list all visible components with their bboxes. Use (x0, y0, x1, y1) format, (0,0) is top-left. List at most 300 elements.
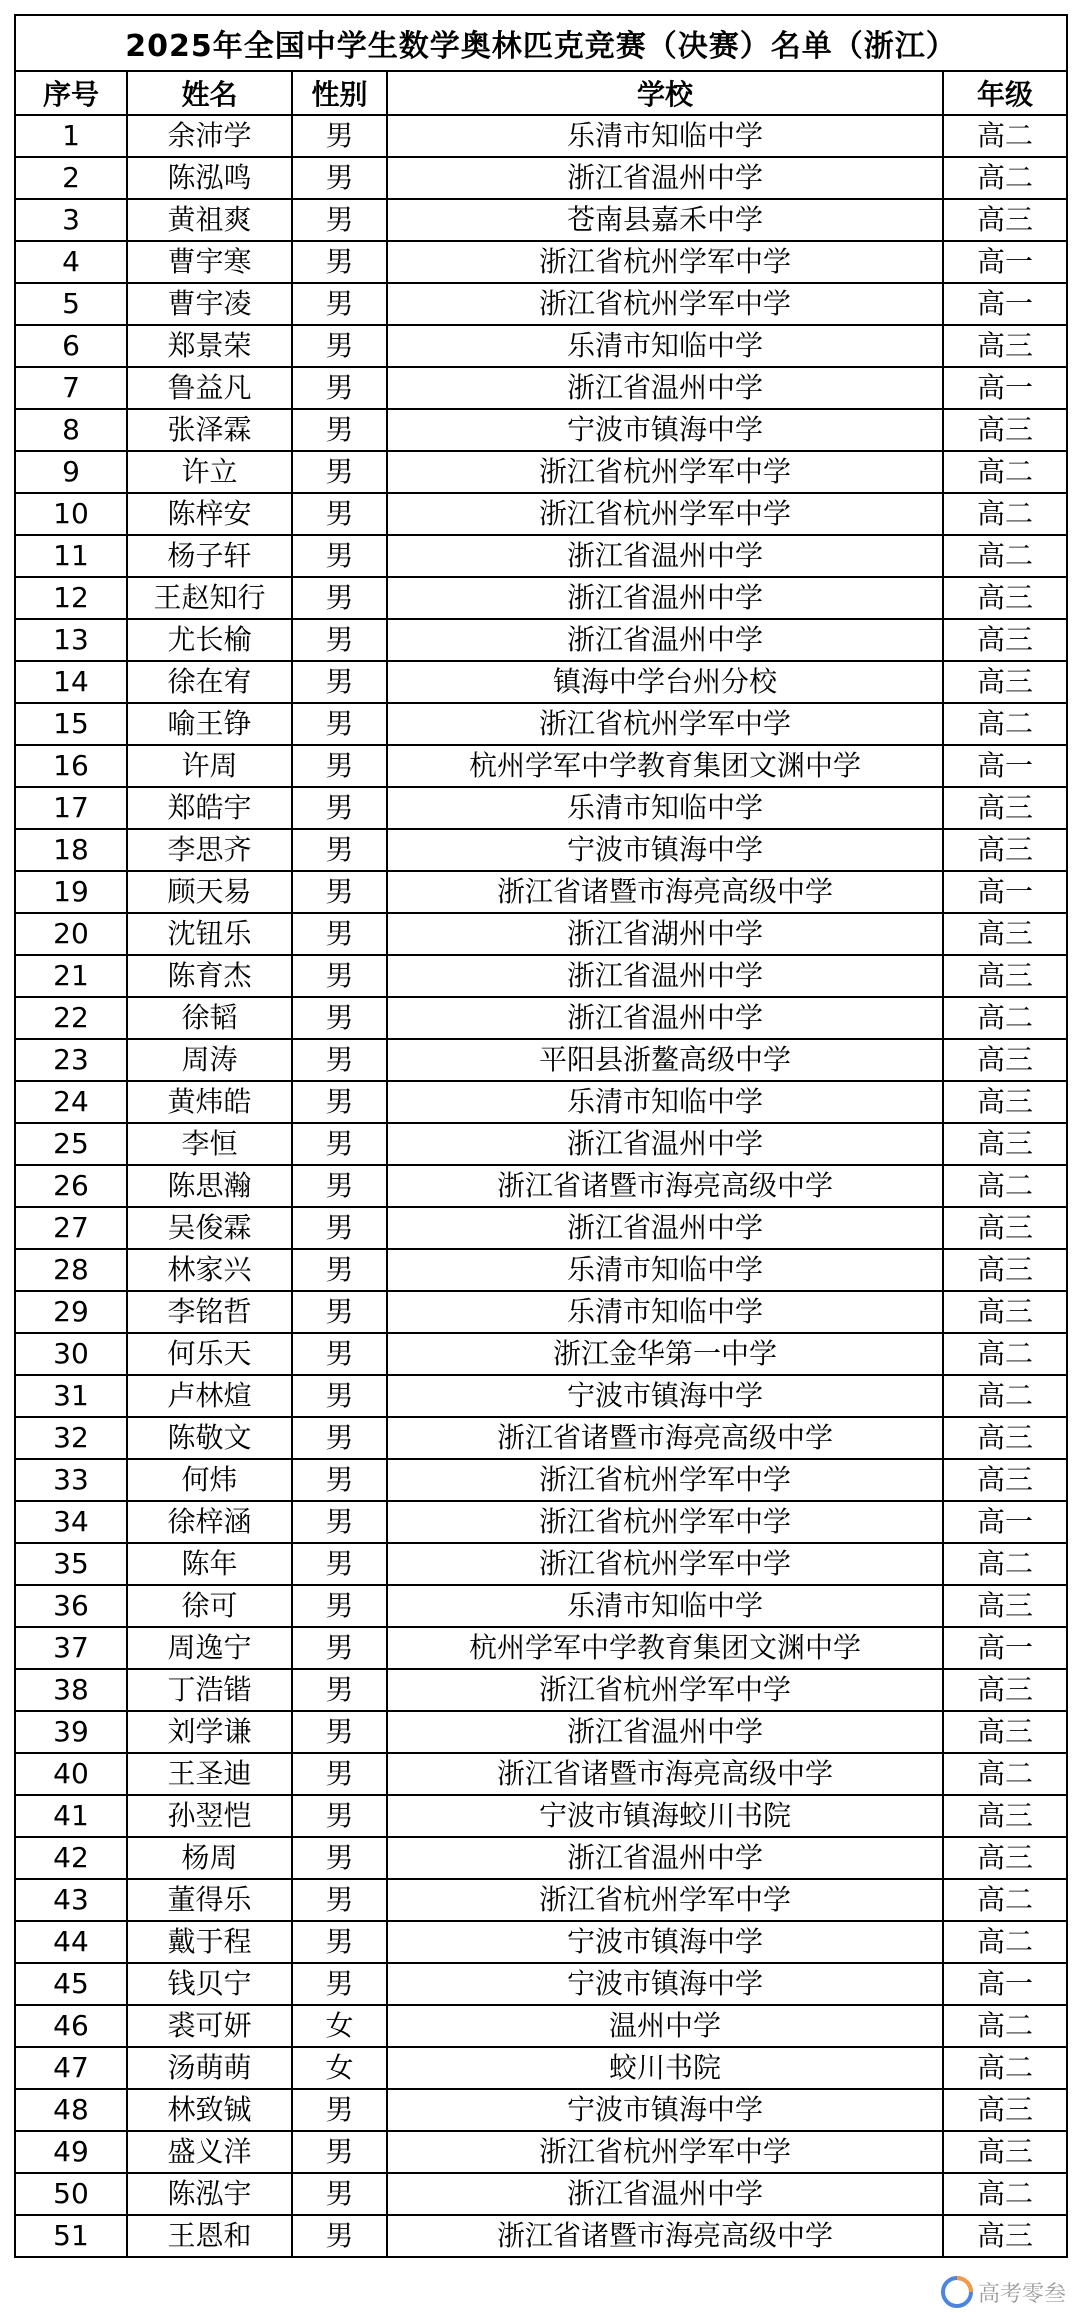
cell-grade: 高三 (943, 1123, 1067, 1165)
cell-grade: 高二 (943, 997, 1067, 1039)
cell-index: 7 (15, 367, 127, 409)
cell-gender: 男 (292, 199, 387, 241)
column-header-grade: 年级 (943, 71, 1067, 115)
cell-index: 3 (15, 199, 127, 241)
table-row (15, 157, 1067, 199)
table-row (15, 1669, 1067, 1711)
cell-name: 李铭哲 (127, 1291, 292, 1333)
cell-index: 47 (15, 2047, 127, 2089)
cell-index: 4 (15, 241, 127, 283)
cell-gender: 男 (292, 2131, 387, 2173)
cell-school: 浙江省杭州学军中学 (387, 1459, 943, 1501)
cell-gender: 男 (292, 703, 387, 745)
cell-name: 陈育杰 (127, 955, 292, 997)
cell-name: 杨子轩 (127, 535, 292, 577)
cell-grade: 高三 (943, 409, 1067, 451)
cell-name: 王圣迪 (127, 1753, 292, 1795)
table-row (15, 1501, 1067, 1543)
cell-school: 宁波市镇海中学 (387, 2089, 943, 2131)
table-row (15, 2089, 1067, 2131)
cell-index: 8 (15, 409, 127, 451)
cell-school: 浙江省杭州学军中学 (387, 1879, 943, 1921)
cell-gender: 男 (292, 955, 387, 997)
cell-grade: 高三 (943, 1417, 1067, 1459)
cell-grade: 高二 (943, 2173, 1067, 2215)
cell-name: 杨周 (127, 1837, 292, 1879)
table-row (15, 745, 1067, 787)
table-title: 2025年全国中学生数学奥林匹克竞赛（决赛）名单（浙江） (15, 15, 1067, 71)
table-row (15, 703, 1067, 745)
table-row (15, 913, 1067, 955)
cell-school: 浙江省杭州学军中学 (387, 283, 943, 325)
cell-index: 6 (15, 325, 127, 367)
cell-school: 浙江省诸暨市海亮高级中学 (387, 1417, 943, 1459)
cell-index: 30 (15, 1333, 127, 1375)
cell-index: 31 (15, 1375, 127, 1417)
cell-index: 14 (15, 661, 127, 703)
cell-index: 35 (15, 1543, 127, 1585)
roster-sheet (14, 14, 1066, 2258)
roster-table (14, 14, 1068, 2258)
cell-grade: 高三 (943, 913, 1067, 955)
cell-gender: 男 (292, 157, 387, 199)
cell-gender: 男 (292, 1879, 387, 1921)
cell-index: 5 (15, 283, 127, 325)
cell-index: 27 (15, 1207, 127, 1249)
table-row (15, 409, 1067, 451)
cell-index: 36 (15, 1585, 127, 1627)
cell-grade: 高三 (943, 1249, 1067, 1291)
cell-index: 45 (15, 1963, 127, 2005)
cell-school: 浙江省温州中学 (387, 157, 943, 199)
table-row (15, 997, 1067, 1039)
cell-index: 38 (15, 1669, 127, 1711)
cell-gender: 男 (292, 1207, 387, 1249)
cell-name: 黄祖爽 (127, 199, 292, 241)
cell-name: 郑皓宇 (127, 787, 292, 829)
table-row (15, 1753, 1067, 1795)
cell-name: 尤长榆 (127, 619, 292, 661)
cell-gender: 男 (292, 1795, 387, 1837)
cell-name: 徐在宥 (127, 661, 292, 703)
cell-grade: 高三 (943, 1459, 1067, 1501)
cell-school: 浙江省温州中学 (387, 367, 943, 409)
cell-grade: 高一 (943, 745, 1067, 787)
cell-name: 李思齐 (127, 829, 292, 871)
table-row (15, 1417, 1067, 1459)
cell-grade: 高二 (943, 703, 1067, 745)
cell-grade: 高三 (943, 2215, 1067, 2257)
cell-gender: 男 (292, 1627, 387, 1669)
cell-gender: 男 (292, 1291, 387, 1333)
cell-gender: 男 (292, 1417, 387, 1459)
table-row (15, 1795, 1067, 1837)
cell-index: 32 (15, 1417, 127, 1459)
cell-grade: 高一 (943, 283, 1067, 325)
cell-school: 杭州学军中学教育集团文渊中学 (387, 1627, 943, 1669)
table-row (15, 283, 1067, 325)
table-row (15, 2215, 1067, 2257)
cell-grade: 高二 (943, 115, 1067, 157)
table-row (15, 787, 1067, 829)
cell-grade: 高二 (943, 1921, 1067, 1963)
cell-name: 周逸宁 (127, 1627, 292, 1669)
cell-name: 裘可妍 (127, 2005, 292, 2047)
table-row (15, 955, 1067, 997)
cell-gender: 男 (292, 1375, 387, 1417)
cell-name: 许周 (127, 745, 292, 787)
cell-index: 11 (15, 535, 127, 577)
cell-gender: 男 (292, 115, 387, 157)
cell-name: 王恩和 (127, 2215, 292, 2257)
cell-name: 戴于程 (127, 1921, 292, 1963)
cell-school: 浙江省诸暨市海亮高级中学 (387, 1165, 943, 1207)
cell-grade: 高二 (943, 1165, 1067, 1207)
cell-index: 19 (15, 871, 127, 913)
cell-index: 26 (15, 1165, 127, 1207)
table-row (15, 2047, 1067, 2089)
cell-gender: 男 (292, 829, 387, 871)
cell-school: 乐清市知临中学 (387, 1081, 943, 1123)
cell-school: 镇海中学台州分校 (387, 661, 943, 703)
cell-name: 林致铖 (127, 2089, 292, 2131)
table-row (15, 829, 1067, 871)
cell-index: 12 (15, 577, 127, 619)
cell-index: 13 (15, 619, 127, 661)
cell-gender: 男 (292, 619, 387, 661)
cell-gender: 男 (292, 1837, 387, 1879)
table-row (15, 2005, 1067, 2047)
table-row (15, 1459, 1067, 1501)
cell-school: 浙江省温州中学 (387, 535, 943, 577)
cell-index: 49 (15, 2131, 127, 2173)
cell-grade: 高一 (943, 871, 1067, 913)
table-row (15, 115, 1067, 157)
cell-school: 乐清市知临中学 (387, 787, 943, 829)
cell-index: 22 (15, 997, 127, 1039)
cell-grade: 高一 (943, 367, 1067, 409)
cell-gender: 男 (292, 241, 387, 283)
cell-school: 宁波市镇海中学 (387, 1375, 943, 1417)
cell-index: 39 (15, 1711, 127, 1753)
cell-index: 51 (15, 2215, 127, 2257)
cell-index: 34 (15, 1501, 127, 1543)
cell-name: 顾天易 (127, 871, 292, 913)
cell-school: 浙江省温州中学 (387, 1837, 943, 1879)
cell-grade: 高三 (943, 787, 1067, 829)
cell-name: 钱贝宁 (127, 1963, 292, 2005)
cell-school: 乐清市知临中学 (387, 325, 943, 367)
cell-gender: 男 (292, 1543, 387, 1585)
cell-grade: 高二 (943, 535, 1067, 577)
cell-index: 50 (15, 2173, 127, 2215)
cell-name: 徐梓涵 (127, 1501, 292, 1543)
cell-gender: 男 (292, 535, 387, 577)
cell-gender: 男 (292, 409, 387, 451)
cell-index: 42 (15, 1837, 127, 1879)
cell-index: 1 (15, 115, 127, 157)
cell-index: 41 (15, 1795, 127, 1837)
cell-school: 宁波市镇海中学 (387, 409, 943, 451)
cell-gender: 女 (292, 2005, 387, 2047)
table-row (15, 325, 1067, 367)
cell-name: 余沛学 (127, 115, 292, 157)
table-row (15, 1249, 1067, 1291)
cell-school: 宁波市镇海中学 (387, 829, 943, 871)
cell-grade: 高三 (943, 1039, 1067, 1081)
cell-name: 盛义洋 (127, 2131, 292, 2173)
table-row (15, 1711, 1067, 1753)
table-row (15, 1921, 1067, 1963)
cell-grade: 高二 (943, 451, 1067, 493)
cell-index: 48 (15, 2089, 127, 2131)
cell-grade: 高一 (943, 1501, 1067, 1543)
cell-school: 浙江省温州中学 (387, 1711, 943, 1753)
cell-index: 25 (15, 1123, 127, 1165)
cell-grade: 高三 (943, 661, 1067, 703)
cell-school: 浙江省温州中学 (387, 997, 943, 1039)
cell-grade: 高三 (943, 325, 1067, 367)
cell-grade: 高三 (943, 1837, 1067, 1879)
table-row (15, 871, 1067, 913)
cell-name: 陈梓安 (127, 493, 292, 535)
table-row (15, 1375, 1067, 1417)
cell-grade: 高二 (943, 1375, 1067, 1417)
cell-gender: 男 (292, 2089, 387, 2131)
cell-gender: 男 (292, 787, 387, 829)
cell-name: 陈泓鸣 (127, 157, 292, 199)
cell-index: 17 (15, 787, 127, 829)
cell-name: 孙翌恺 (127, 1795, 292, 1837)
cell-name: 何乐天 (127, 1333, 292, 1375)
cell-index: 21 (15, 955, 127, 997)
cell-school: 浙江金华第一中学 (387, 1333, 943, 1375)
table-row (15, 1879, 1067, 1921)
cell-index: 24 (15, 1081, 127, 1123)
cell-name: 周涛 (127, 1039, 292, 1081)
cell-school: 温州中学 (387, 2005, 943, 2047)
cell-school: 杭州学军中学教育集团文渊中学 (387, 745, 943, 787)
cell-grade: 高一 (943, 1963, 1067, 2005)
cell-grade: 高二 (943, 2005, 1067, 2047)
cell-gender: 男 (292, 1585, 387, 1627)
cell-grade: 高二 (943, 493, 1067, 535)
cell-grade: 高三 (943, 2131, 1067, 2173)
cell-gender: 男 (292, 1333, 387, 1375)
cell-grade: 高三 (943, 619, 1067, 661)
roster-body (15, 115, 1067, 2257)
table-row (15, 1039, 1067, 1081)
cell-grade: 高三 (943, 955, 1067, 997)
cell-school: 浙江省诸暨市海亮高级中学 (387, 1753, 943, 1795)
cell-gender: 男 (292, 1249, 387, 1291)
cell-index: 23 (15, 1039, 127, 1081)
title-row (15, 15, 1067, 71)
watermark (940, 2272, 1066, 2312)
cell-school: 浙江省杭州学军中学 (387, 2131, 943, 2173)
cell-school: 苍南县嘉禾中学 (387, 199, 943, 241)
cell-gender: 男 (292, 745, 387, 787)
cell-grade: 高二 (943, 1333, 1067, 1375)
table-row (15, 1291, 1067, 1333)
cell-name: 汤萌萌 (127, 2047, 292, 2089)
cell-gender: 男 (292, 1753, 387, 1795)
cell-school: 浙江省杭州学军中学 (387, 1501, 943, 1543)
cell-name: 曹宇寒 (127, 241, 292, 283)
cell-name: 鲁益凡 (127, 367, 292, 409)
cell-index: 43 (15, 1879, 127, 1921)
cell-name: 陈泓宇 (127, 2173, 292, 2215)
cell-gender: 男 (292, 367, 387, 409)
cell-name: 郑景荣 (127, 325, 292, 367)
cell-school: 浙江省温州中学 (387, 619, 943, 661)
cell-grade: 高二 (943, 1753, 1067, 1795)
cell-school: 浙江省杭州学军中学 (387, 1543, 943, 1585)
table-row (15, 535, 1067, 577)
cell-grade: 高三 (943, 1585, 1067, 1627)
cell-grade: 高三 (943, 1669, 1067, 1711)
cell-name: 吴俊霖 (127, 1207, 292, 1249)
cell-gender: 男 (292, 1165, 387, 1207)
watermark-text: 高考零叁 (977, 2281, 1066, 2307)
cell-school: 乐清市知临中学 (387, 1585, 943, 1627)
cell-gender: 男 (292, 2215, 387, 2257)
cell-grade: 高三 (943, 199, 1067, 241)
table-row (15, 1585, 1067, 1627)
cell-grade: 高二 (943, 1543, 1067, 1585)
column-header-gender: 性别 (292, 71, 387, 115)
cell-school: 浙江省杭州学军中学 (387, 703, 943, 745)
cell-grade: 高二 (943, 157, 1067, 199)
cell-index: 15 (15, 703, 127, 745)
cell-name: 沈钮乐 (127, 913, 292, 955)
cell-grade: 高三 (943, 1291, 1067, 1333)
cell-school: 宁波市镇海蛟川书院 (387, 1795, 943, 1837)
cell-gender: 男 (292, 1459, 387, 1501)
cell-name: 徐可 (127, 1585, 292, 1627)
cell-school: 乐清市知临中学 (387, 1249, 943, 1291)
cell-school: 宁波市镇海中学 (387, 1921, 943, 1963)
cell-gender: 男 (292, 1963, 387, 2005)
cell-name: 陈思瀚 (127, 1165, 292, 1207)
cell-name: 董得乐 (127, 1879, 292, 1921)
cell-name: 张泽霖 (127, 409, 292, 451)
cell-grade: 高三 (943, 1081, 1067, 1123)
cell-name: 陈敬文 (127, 1417, 292, 1459)
table-row (15, 2173, 1067, 2215)
cell-grade: 高二 (943, 2047, 1067, 2089)
cell-school: 蛟川书院 (387, 2047, 943, 2089)
table-row (15, 2131, 1067, 2173)
cell-gender: 男 (292, 2173, 387, 2215)
cell-name: 卢林煊 (127, 1375, 292, 1417)
table-row (15, 1963, 1067, 2005)
cell-school: 浙江省温州中学 (387, 1123, 943, 1165)
cell-school: 乐清市知临中学 (387, 1291, 943, 1333)
cell-index: 46 (15, 2005, 127, 2047)
cell-grade: 高三 (943, 1711, 1067, 1753)
table-row (15, 1165, 1067, 1207)
cell-school: 浙江省诸暨市海亮高级中学 (387, 871, 943, 913)
cell-grade: 高三 (943, 577, 1067, 619)
cell-name: 李恒 (127, 1123, 292, 1165)
cell-grade: 高三 (943, 1207, 1067, 1249)
cell-name: 林家兴 (127, 1249, 292, 1291)
cell-grade: 高三 (943, 2089, 1067, 2131)
cell-school: 浙江省杭州学军中学 (387, 493, 943, 535)
table-row (15, 367, 1067, 409)
cell-index: 44 (15, 1921, 127, 1963)
column-header-name: 姓名 (127, 71, 292, 115)
cell-school: 乐清市知临中学 (387, 115, 943, 157)
cell-name: 喻王铮 (127, 703, 292, 745)
cell-index: 40 (15, 1753, 127, 1795)
cell-gender: 男 (292, 1501, 387, 1543)
cell-gender: 男 (292, 1711, 387, 1753)
table-row (15, 493, 1067, 535)
table-row (15, 451, 1067, 493)
table-row (15, 1837, 1067, 1879)
cell-school: 浙江省温州中学 (387, 1207, 943, 1249)
cell-school: 浙江省杭州学军中学 (387, 451, 943, 493)
cell-index: 37 (15, 1627, 127, 1669)
cell-school: 浙江省杭州学军中学 (387, 241, 943, 283)
cell-index: 16 (15, 745, 127, 787)
cell-name: 丁浩锴 (127, 1669, 292, 1711)
cell-gender: 男 (292, 493, 387, 535)
cell-name: 刘学谦 (127, 1711, 292, 1753)
table-row (15, 1333, 1067, 1375)
cell-grade: 高二 (943, 1879, 1067, 1921)
cell-name: 何炜 (127, 1459, 292, 1501)
cell-gender: 男 (292, 577, 387, 619)
cell-name: 许立 (127, 451, 292, 493)
cell-name: 王赵知行 (127, 577, 292, 619)
cell-index: 2 (15, 157, 127, 199)
header-row (15, 71, 1067, 115)
cell-index: 28 (15, 1249, 127, 1291)
table-row (15, 199, 1067, 241)
cell-grade: 高三 (943, 829, 1067, 871)
cell-grade: 高三 (943, 1795, 1067, 1837)
cell-gender: 男 (292, 1123, 387, 1165)
cell-gender: 男 (292, 913, 387, 955)
cell-name: 徐韬 (127, 997, 292, 1039)
cell-school: 浙江省温州中学 (387, 577, 943, 619)
cell-gender: 男 (292, 1081, 387, 1123)
cell-gender: 女 (292, 2047, 387, 2089)
cell-gender: 男 (292, 871, 387, 913)
table-row (15, 1081, 1067, 1123)
cell-gender: 男 (292, 997, 387, 1039)
cell-gender: 男 (292, 1669, 387, 1711)
cell-school: 浙江省诸暨市海亮高级中学 (387, 2215, 943, 2257)
table-row (15, 1123, 1067, 1165)
cell-index: 20 (15, 913, 127, 955)
cell-school: 平阳县浙鳌高级中学 (387, 1039, 943, 1081)
cell-school: 浙江省温州中学 (387, 955, 943, 997)
table-row (15, 1543, 1067, 1585)
cell-gender: 男 (292, 1921, 387, 1963)
cell-gender: 男 (292, 1039, 387, 1081)
cell-school: 浙江省湖州中学 (387, 913, 943, 955)
cell-school: 浙江省温州中学 (387, 2173, 943, 2215)
cell-school: 宁波市镇海中学 (387, 1963, 943, 2005)
cell-name: 曹宇凌 (127, 283, 292, 325)
cell-school: 浙江省杭州学军中学 (387, 1669, 943, 1711)
table-row (15, 241, 1067, 283)
cell-index: 9 (15, 451, 127, 493)
